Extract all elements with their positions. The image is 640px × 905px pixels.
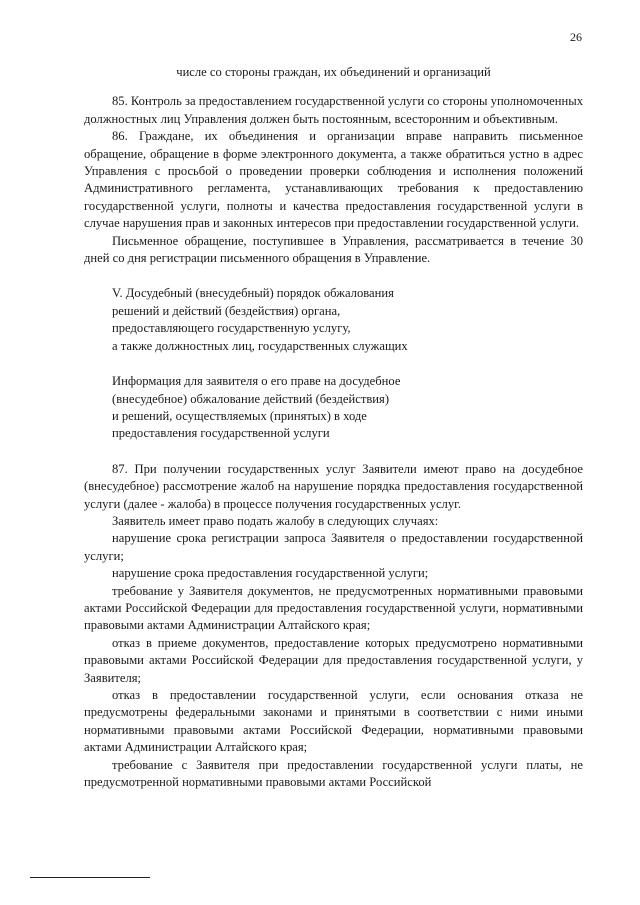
section-heading — [84, 285, 583, 355]
section-heading-line: предоставляющего государственную услугу, — [112, 321, 351, 336]
list-item: требование у Заявителя документов, не предусмотренных нормативными правовыми актами Российской Федерации для предоставления государственной услуги, нормативными правовыми актами Администрации Алтайского края; — [84, 583, 583, 633]
section-heading-line: а также должностных лиц, государственных служащих — [112, 338, 408, 353]
subheading-line: (внесудебное) обжалование действий (бездействия) — [112, 391, 390, 406]
list-item: требование с Заявителя при предоставлении государственной услуги платы, не предусмотренной нормативными правовыми актами Российской — [84, 757, 583, 790]
list-item: отказ в приеме документов, предоставление которых предусмотрено нормативными правовыми актами Российской Федерации для предоставления государственной услуги, у Заявителя; — [84, 635, 583, 685]
paragraph-87: 87. При получении государственных услуг Заявители имеют право на досудебное (внесудебное) рассмотрение жалоб на нарушение порядка предоставления государственной услуги (далее - жалоба) в процессе получения государственных услуг. — [84, 461, 583, 511]
paragraph-85: 85. Контроль за предоставлением государственной услуги со стороны уполномоченных должностных лиц Управления должен быть постоянным, всесторонним и объективным. — [84, 94, 583, 126]
page-content — [84, 64, 583, 791]
paragraph-86: 86. Граждане, их объединения и организации вправе направить письменное обращение, обращение в форме электронного документа, а также обратиться устно в адрес Управления с просьбой о проведении проверки соблюдения и исполнения положений Административного регламента, устанавливающих требования к предоставлению государственной услуги, полноты и качества предоставления государственной услуги в случае нарушения прав и законных интересов при предоставлении государственной услуги. — [84, 129, 583, 231]
intro-line: числе со стороны граждан, их объединений и организаций — [176, 65, 491, 79]
subheading-line: предоставления государственной услуги — [112, 426, 330, 441]
section-heading-line: решений и действий (бездействия) органа, — [112, 303, 341, 318]
footnote-separator — [30, 877, 150, 878]
paragraph-written-appeal: Письменное обращение, поступившее в Управления, рассматривается в течение 30 дней со дня регистрации письменного обращения в Управление. — [84, 233, 583, 266]
list-item: нарушение срока регистрации запроса Заявителя о предоставлении государственной услуги; — [84, 531, 583, 563]
paragraph-complaint-cases: Заявитель имеет право подать жалобу в следующих случаях: — [112, 513, 439, 528]
section-heading-line: V. Досудебный (внесудебный) порядок обжалования — [112, 286, 394, 301]
list-item: отказ в предоставлении государственной услуги, если основания отказа не предусмотрены федеральными законами и принятыми в соответствии с ними иными нормативными правовыми актами Российской Федерации, нормативными правовыми актами Администрации Алтайского края; — [84, 688, 583, 755]
subheading — [84, 373, 583, 443]
list-item: нарушение срока предоставления государственной услуги; — [112, 566, 429, 581]
subheading-line: и решений, осуществляемых (принятых) в ходе — [112, 408, 367, 423]
subheading-line: Информация для заявителя о его праве на досудебное — [112, 374, 401, 389]
page-number: 26 — [570, 30, 582, 44]
